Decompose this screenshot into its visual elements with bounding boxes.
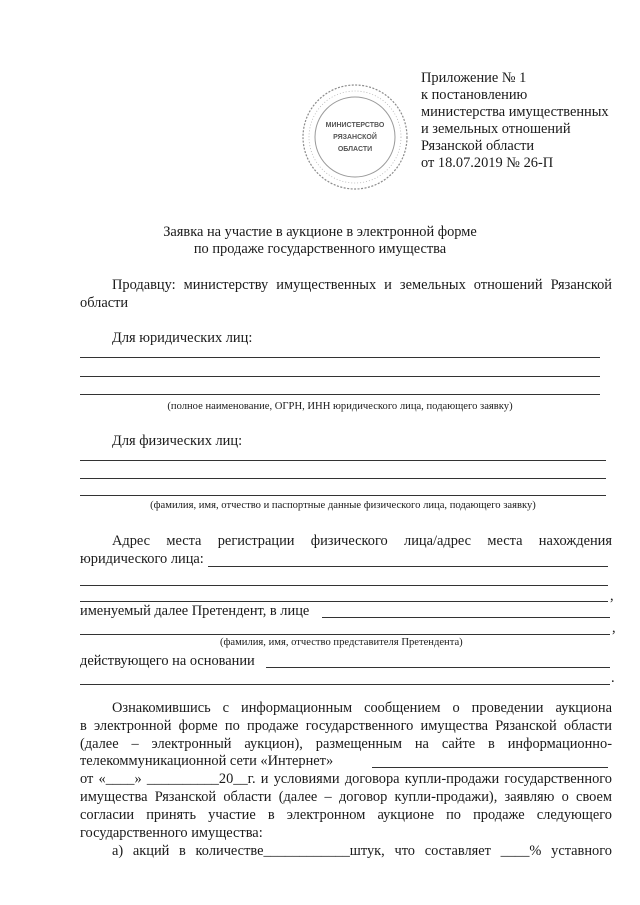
appendix-line-6: от 18.07.2019 № 26-П	[421, 155, 554, 171]
appendix-line-5: Рязанской области	[421, 138, 535, 154]
physical-input-line-2[interactable]	[80, 478, 606, 479]
seal-text-3: ОБЛАСТИ	[337, 146, 373, 153]
body-line-1: Ознакомившись с информационным сообщением о проведении аукциона	[112, 700, 612, 716]
basis-period: .	[611, 670, 615, 686]
seal-text-2: РЯЗАНСКОЙ	[333, 134, 377, 141]
legal-input-line-1[interactable]	[80, 357, 600, 358]
physical-heading: Для физических лиц:	[112, 433, 243, 449]
representative-caption: (фамилия, имя, отчество представителя Претендента)	[220, 637, 463, 648]
basis-input-line-2[interactable]	[80, 684, 610, 685]
official-seal	[300, 82, 410, 192]
body-line-5: от «____» __________20__г. и условиями договора купли-продажи государственного	[80, 771, 612, 787]
appendix-line-4: и земельных отношений	[421, 121, 571, 137]
legal-input-line-3[interactable]	[80, 394, 600, 395]
body-line-9: а) акций в количестве____________штук, что составляет ____% уставного	[112, 843, 612, 859]
legal-heading: Для юридических лиц:	[112, 330, 253, 346]
representative-label: именуемый далее Претендент, в лице	[80, 603, 310, 619]
title-line-1: Заявка на участие в аукционе в электронной форме	[163, 224, 477, 240]
basis-label: действующего на основании	[80, 653, 255, 669]
legal-caption: (полное наименование, ОГРН, ИНН юридического лица, подающего заявку)	[167, 401, 513, 412]
address-comma: ,	[610, 588, 614, 604]
body-line-2: в электронной форме по продаже государственного имущества Рязанской области	[80, 718, 612, 734]
address-input-line-2[interactable]	[80, 585, 608, 586]
address-line-1: Адрес места регистрации физического лица/адрес места нахождения	[112, 533, 612, 549]
seal-text-1: МИНИСТЕРСТВО	[325, 122, 385, 129]
legal-input-line-2[interactable]	[80, 376, 600, 377]
physical-input-line-1[interactable]	[80, 460, 606, 461]
representative-input-inline[interactable]	[322, 617, 610, 618]
title-line-2: по продаже государственного имущества	[193, 241, 447, 257]
body-line-7: согласии принять участие в электронном аукционе по продаже следующего	[80, 807, 612, 823]
website-input-line[interactable]	[372, 767, 608, 768]
representative-comma: ,	[612, 620, 616, 636]
address-input-inline[interactable]	[208, 566, 608, 567]
seller-line-1: Продавцу: министерству имущественных и земельных отношений Рязанской	[112, 277, 612, 293]
seller-line-2: области	[80, 295, 129, 311]
address-line-2: юридического лица:	[80, 551, 204, 567]
body-line-3: (далее – электронный аукцион), размещенным на сайте в информационно-	[80, 736, 612, 752]
address-input-line-3[interactable]	[80, 601, 608, 602]
basis-input-inline[interactable]	[266, 667, 610, 668]
appendix-line-3: министерства имущественных	[421, 104, 609, 120]
body-line-6: имущества Рязанской области (далее – договор купли-продажи), заявляю о своем	[80, 789, 612, 805]
representative-input-line-2[interactable]	[80, 634, 610, 635]
body-line-8: государственного имущества:	[80, 825, 263, 841]
physical-input-line-3[interactable]	[80, 495, 606, 496]
physical-caption: (фамилия, имя, отчество и паспортные данные физического лица, подающего заявку)	[150, 500, 536, 511]
appendix-line-1: Приложение № 1	[421, 70, 527, 86]
body-line-4: телекоммуникационной сети «Интернет»	[80, 753, 334, 769]
appendix-line-2: к постановлению	[421, 87, 528, 103]
